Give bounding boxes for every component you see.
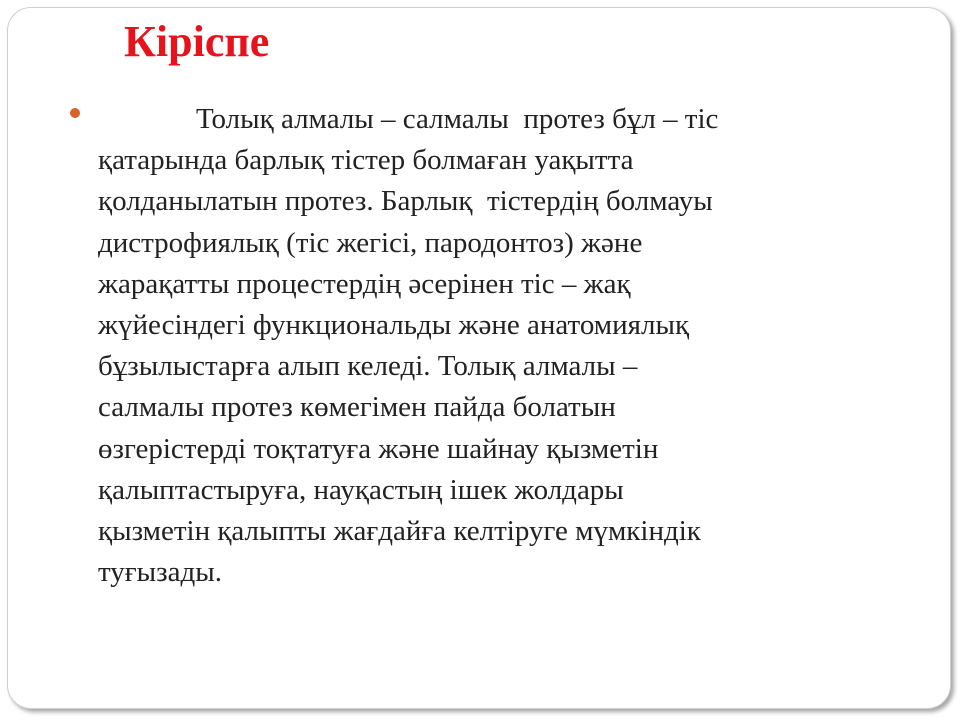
body-line: салмалы протез көмегімен пайда болатын: [98, 391, 616, 424]
body-line: дистрофиялық (тіс жегісі, пародонтоз) және: [98, 226, 643, 259]
bullet-dot-icon: [70, 108, 80, 118]
body-line: бұзылыстарға алып келеді. Толық алмалы –: [98, 350, 638, 383]
body-line: жүйесіндегі функциональды және анатомиялық: [98, 309, 690, 342]
body-line: қалыптастыруға, науқастың ішек жолдары: [98, 473, 624, 506]
body-line: қызметін қалыпты жағдайға келтіруге мүмкіндік: [98, 515, 701, 548]
body-line: қолданылатын протез. Барлық тістердің болмауы: [98, 185, 713, 218]
body-line: өзгерістерді тоқтатуға және шайнау қызметін: [98, 432, 659, 465]
body-paragraph: [98, 99, 878, 593]
body-line: жарақатты процестердің әсерінен тіс – жақ: [98, 267, 631, 300]
body-line: қатарында барлық тістер болмаған уақытта: [98, 144, 634, 177]
body-line: Толық алмалы – салмалы протез бұл – тіс: [196, 103, 719, 135]
body-line: туғызады.: [98, 556, 222, 589]
slide-title: Кіріспе: [124, 17, 270, 66]
